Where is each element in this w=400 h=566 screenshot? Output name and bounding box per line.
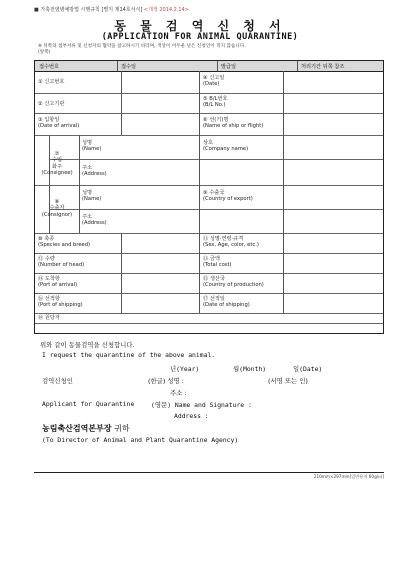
year-label: 년(Year) bbox=[170, 365, 200, 373]
agency-english: (To Director of Animal and Plant Quarantine Agency) bbox=[42, 436, 239, 444]
declaration-english: I request the quarantine of the above animal. bbox=[42, 351, 216, 359]
day-label: 일(Date) bbox=[293, 365, 323, 373]
form-header-note: ■ 가축전염병예방법 시행규칙 [별지 제14호서식] <개정 2014.2.14> bbox=[34, 7, 189, 13]
receipt-date-label: 접수일 bbox=[121, 64, 137, 70]
declaration-korean: 위와 같이 동물검역을 신청합니다. bbox=[40, 341, 135, 349]
revision-note: <개정 2014.2.14> bbox=[143, 7, 189, 13]
export-country-label: ⑨ 수출국 (Country of export) bbox=[203, 190, 253, 203]
officer-in-charge-label: ⑱ 원당자 bbox=[38, 315, 60, 321]
applicant-korean-label: 검역신청인 bbox=[42, 377, 73, 385]
port-of-shipping-label: ⑯ 선적항 (Port of shipping) bbox=[38, 296, 83, 309]
total-cost-label: ⑬ 금액 (Total cost) bbox=[203, 256, 232, 269]
production-country-label: ⑮ 생산국 (Country of production) bbox=[203, 276, 264, 289]
english-name-label: (영문) Name and Signature : bbox=[151, 401, 252, 409]
species-breed-label: ⑩ 축종 (Species and breed) bbox=[38, 236, 91, 249]
instructions-page-side: (앞쪽) bbox=[38, 50, 51, 55]
company-name-label: 상호 (Company name) bbox=[203, 140, 249, 153]
office-use-bar bbox=[35, 61, 383, 72]
consignor-address-label: 주소 (Address) bbox=[82, 214, 107, 227]
issue-date-label: 발급일 bbox=[221, 64, 237, 70]
report-number-label: ① 신고번호 bbox=[38, 79, 65, 85]
receipt-number-label: 접수번호 bbox=[39, 64, 60, 70]
sex-age-label: ⑪ 성별·연령·규격 (Sex, Age, color, etc.) bbox=[203, 236, 259, 249]
bottom-rule bbox=[34, 472, 384, 473]
port-of-arrival-label: ⑭ 도착항 (Port of arrival) bbox=[38, 276, 78, 289]
instructions-note bbox=[38, 44, 383, 56]
bl-number-label: ⑤ B/L번호 (B/L No.) bbox=[203, 96, 228, 109]
consignor-name-label: 성명 (Name) bbox=[82, 190, 102, 203]
reporting-agency-label: ② 신고기관 bbox=[38, 101, 65, 107]
korean-address-label: 주소 : bbox=[170, 389, 187, 397]
processing-period-label: 처리기간 뒤쪽 참조 bbox=[301, 64, 345, 70]
date-of-shipping-label: ⑰ 선적일 (Date of shipping) bbox=[203, 296, 250, 309]
english-address-label: Address : bbox=[174, 412, 209, 420]
signature-or-seal-label: (서명 또는 인) bbox=[268, 377, 308, 385]
applicant-english-label: Applicant for Quarantine bbox=[42, 400, 135, 408]
consignee-block-label: ⑦ 수입 화주 (Consignee) bbox=[41, 151, 73, 177]
agency-recipient bbox=[42, 423, 130, 434]
application-table bbox=[34, 60, 384, 334]
arrival-date-label: ③ 입항일 (Date of arrival) bbox=[38, 117, 80, 130]
consignor-block-label: ⑧ 수출자 (Consignor) bbox=[41, 199, 73, 218]
instructions-text: ※ 뒤쪽의 첨부서류 및 신청자의 협약을 참고하시기 바라며, 색상이 어두운 난은 신청인이 적지 않습니다. bbox=[38, 44, 246, 49]
paper-spec-footer: 210mm×297mm[일반용지 60g/㎡] bbox=[313, 474, 384, 479]
agency-name: 농림축산검역본부장 bbox=[42, 424, 112, 433]
report-date-label: ④ 신고일 (Date) bbox=[203, 75, 225, 88]
agency-suffix: 귀하 bbox=[114, 424, 130, 433]
consignee-address-label: 주소 (Address) bbox=[82, 165, 107, 178]
korean-name-label: (한글) 성명 : bbox=[148, 377, 184, 385]
form-title-english: (APPLICATION FOR ANIMAL QUARANTINE) bbox=[101, 32, 299, 42]
month-label: 월(Month) bbox=[233, 365, 267, 373]
form-title-korean: 동 물 검 역 신 청 서 bbox=[114, 19, 286, 33]
consignee-name-label: 성명 (Name) bbox=[82, 140, 102, 153]
ship-flight-name-label: ⑥ 선(기)명 (Name of ship or flight) bbox=[203, 117, 264, 130]
number-of-head-label: ⑫ 수량 (Number of head) bbox=[38, 256, 85, 269]
